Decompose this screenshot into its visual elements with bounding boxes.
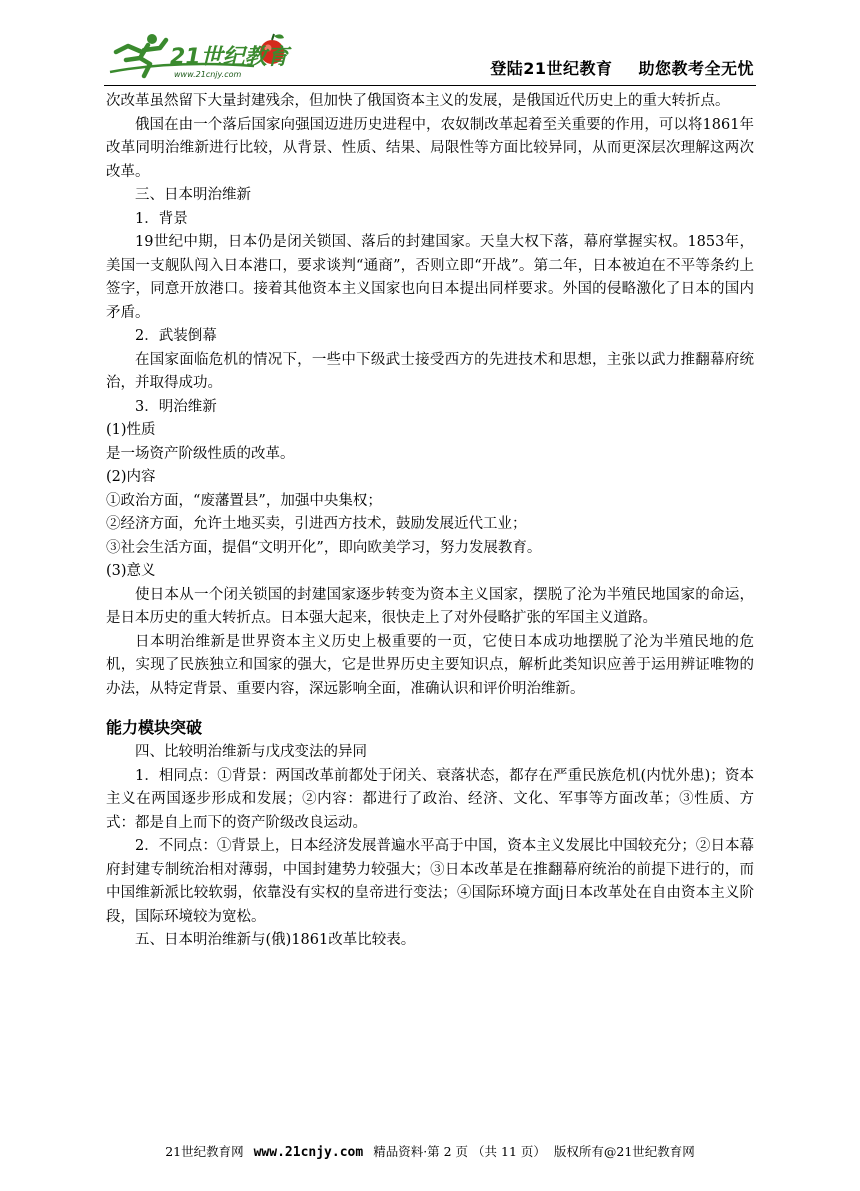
logo-text: 21世纪教育 <box>170 45 289 70</box>
subheading: 3．明治维新 <box>135 398 217 415</box>
section-heading: 五、日本明治维新与(俄)1861改革比较表。 <box>135 932 416 948</box>
paragraph: 是一场资产阶级性质的改革。 <box>106 445 295 462</box>
logo-graphic <box>104 30 304 82</box>
slogan-left: 登陆21世纪教育 <box>490 59 613 78</box>
footer-site-link[interactable]: www.21cnjy.com <box>253 1145 364 1160</box>
section-title: 能力模块突破 <box>106 718 203 737</box>
subheading: 1．背景 <box>135 210 188 227</box>
paragraph: 1．相同点：①背景：两国改革前都处于闭关、衰落状态，都存在严重民族危机(内忧外患)；资本主义在两国逐步形成和发展；②内容：都进行了政治、经济、文化、军事等方面改革；③性质、方式：都是自上而下的资产阶级改良运动。 <box>106 767 754 831</box>
footer-page-info: 精品资料·第 2 页 （共 11 页） <box>373 1144 546 1159</box>
list-item: ③社会生活方面，提倡“文明开化”，即向欧美学习，努力发展教育。 <box>106 539 542 556</box>
paragraph: 使日本从一个闭关锁国的封建国家逐步转变为资本主义国家，摆脱了沦为半殖民地国家的命运，是日本历史的重大转折点。日本强大起来，很快走上了对外侵略扩张的军国主义道路。 <box>106 586 754 626</box>
document-body <box>106 90 754 953</box>
paragraph: 次改革虽然留下大量封建残余，但加快了俄国资本主义的发展，是俄国近代历史上的重大转折点。 <box>106 93 730 109</box>
footer-site-name: 21世纪教育网 <box>165 1144 244 1159</box>
page-header <box>104 28 756 86</box>
paragraph: 在国家面临危机的情况下，一些中下级武士接受西方的先进技术和思想，主张以武力推翻幕府统治，并取得成功。 <box>106 351 754 391</box>
footer-copyright: 版权所有@21世纪教育网 <box>553 1144 695 1159</box>
paragraph: 19世纪中期，日本仍是闭关锁国、落后的封建国家。天皇大权下落，幕府掌握实权。1853年，美国一支舰队闯入日本港口，要求谈判“通商”，否则立即“开战”。第二年，日本被迫在不平等条约上签字，同意开放港口。接着其他资本主义国家也向日本提出同样要求。外国的侵略激化了日本的国内矛盾。 <box>106 234 754 321</box>
header-divider <box>104 85 756 86</box>
logo-url: www.21cnjy.com <box>174 70 242 79</box>
slogan-right: 助您教考全无忧 <box>638 59 754 78</box>
paragraph: 俄国在由一个落后国家向强国迈进历史进程中，农奴制改革起着至关重要的作用，可以将1861年改革同明治维新进行比较，从背景、性质、结果、局限性等方面比较异同，从而更深层次理解这两次改革。 <box>106 116 754 180</box>
paragraph: 日本明治维新是世界资本主义历史上极重要的一页，它使日本成功地摆脱了沦为半殖民地的危机，实现了民族独立和国家的强大，它是世界历史主要知识点，解析此类知识应善于运用辨证唯物的办法，从特定背景、重要内容，深远影响全面，准确认识和评价明治维新。 <box>106 633 754 697</box>
subheading: 2．武装倒幕 <box>135 328 217 344</box>
list-item: ①政治方面，“废藩置县”，加强中央集权； <box>106 492 382 509</box>
subheading: (1)性质 <box>106 422 156 438</box>
site-logo[interactable] <box>104 30 304 82</box>
section-heading: 四、比较明治维新与戊戌变法的异同 <box>135 744 367 760</box>
paragraph: 2．不同点：①背景上，日本经济发展普遍水平高于中国，资本主义发展比中国较充分；②日本幕府封建专制统治相对薄弱，中国封建势力较强大；③日本改革是在推翻幕府统治的前提下进行的，而中国维新派比较软弱，依靠没有实权的皇帝进行变法；④国际环境方面j日本改革处在自由资本主义阶段，国际环境较为宽松。 <box>106 838 754 925</box>
list-item: ②经济方面，允许土地买卖，引进西方技术，鼓励发展近代工业； <box>106 516 527 532</box>
subheading: (3)意义 <box>106 563 156 579</box>
page-footer <box>0 1142 860 1160</box>
header-slogan <box>490 56 754 79</box>
section-heading: 三、日本明治维新 <box>135 187 251 203</box>
subheading: (2)内容 <box>106 469 156 485</box>
